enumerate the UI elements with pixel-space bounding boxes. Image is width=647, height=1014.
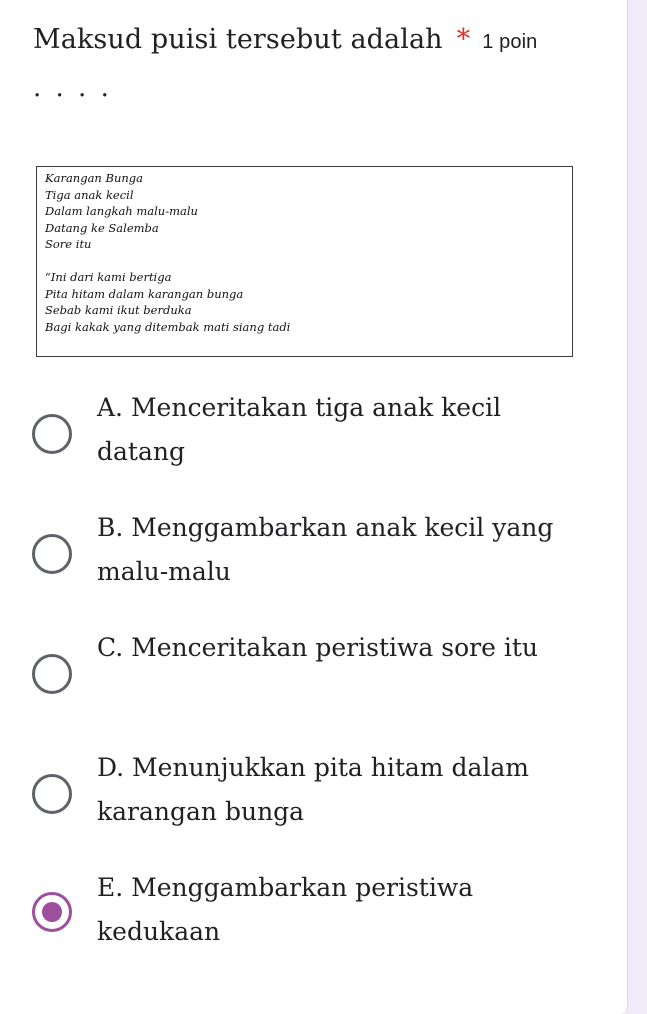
option-b[interactable]	[0, 506, 600, 598]
poem-line: Tiga anak kecil	[45, 187, 134, 202]
question-points: 1 poin	[482, 31, 538, 53]
option-d[interactable]	[0, 746, 600, 838]
option-c[interactable]	[0, 626, 600, 718]
option-d-label[interactable]: D. Menunjukkan pita hitam dalam karangan bunga	[97, 753, 529, 826]
option-b-label[interactable]: B. Menggambarkan anak kecil yang malu-malu	[97, 513, 554, 586]
radio-button-d[interactable]	[32, 774, 72, 814]
radio-button-a[interactable]	[32, 414, 72, 454]
radio-button-b[interactable]	[32, 534, 72, 574]
option-c-label[interactable]: C. Menceritakan peristiwa sore itu	[97, 633, 539, 662]
option-a[interactable]	[0, 386, 600, 478]
poem-line: “Ini dari kami bertiga	[45, 269, 172, 284]
poem-line: Dalam langkah malu-malu	[45, 204, 198, 219]
radio-button-e[interactable]	[32, 892, 72, 932]
poem-line: Bagi kakak yang ditembak mati siang tadi	[45, 319, 291, 334]
poem-line: Datang ke Salemba	[45, 220, 159, 235]
poem-line: Sebab kami ikut berduka	[45, 303, 192, 318]
radio-button-c[interactable]	[32, 654, 72, 694]
option-e-label[interactable]: E. Menggambarkan peristiwa kedukaan	[97, 873, 474, 946]
required-asterisk: *	[456, 24, 471, 55]
question-continuation: . . . .	[33, 73, 112, 103]
question-title	[33, 20, 593, 62]
question-text: Maksud puisi tersebut adalah	[33, 24, 443, 55]
option-e[interactable]	[0, 866, 600, 958]
poem-line: Sore itu	[45, 237, 92, 252]
poem-image	[36, 166, 573, 357]
poem-line: Pita hitam dalam karangan bunga	[45, 286, 244, 301]
option-a-label[interactable]: A. Menceritakan tiga anak kecil datang	[97, 393, 502, 466]
poem-title: Karangan Bunga	[45, 171, 143, 185]
